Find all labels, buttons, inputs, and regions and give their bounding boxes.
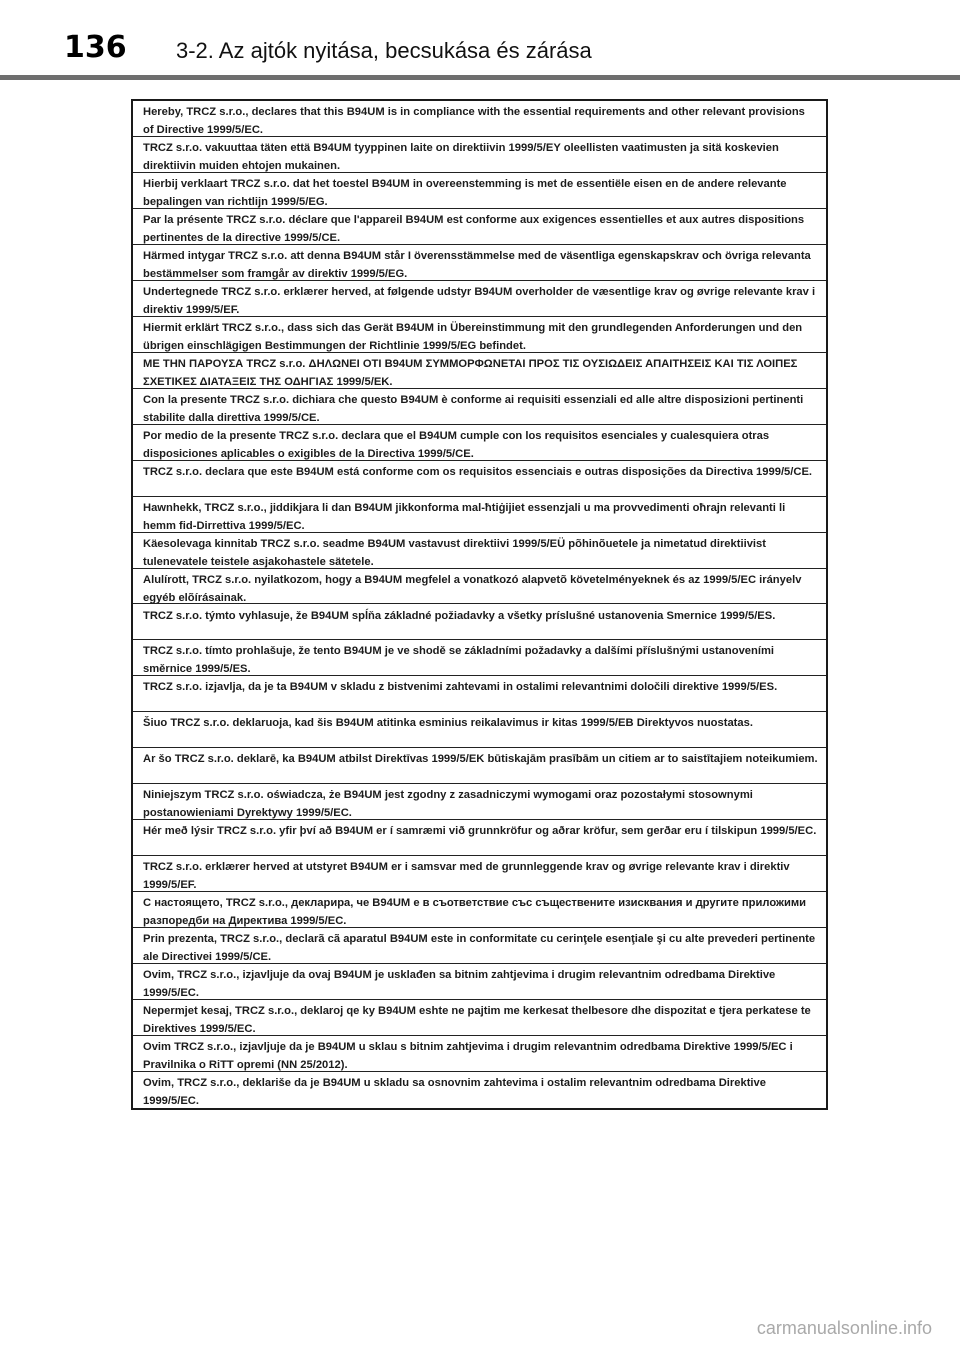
declaration-row: Alulírott, TRCZ s.r.o. nyilatkozom, hogy a B94UM megfelel a vonatkozó alapvetõ követelményeknek és az 1999/5/EC irányelv egyéb elõírásainak. [133,569,826,605]
watermark: carmanualsonline.info [756,1318,932,1338]
declaration-row: Par la présente TRCZ s.r.o. déclare que l'appareil B94UM est conforme aux exigences essentielles et aux autres dispositions pertinentes de la directive 1999/5/CE. [133,209,826,245]
declaration-row: Hér með lýsir TRCZ s.r.o. yfir því að B94UM er í samræmi við grunnkröfur og aðrar kröfur, sem gerðar eru í tilskipun 1999/5/EC. [133,820,826,856]
declaration-row: Prin prezenta, TRCZ s.r.o., declarã cã aparatul B94UM este in conformitate cu cerinţele esenţiale şi cu alte prevederi pertinente ale Directivei 1999/5/CE. [133,928,826,964]
declaration-row: Por medio de la presente TRCZ s.r.o. declara que el B94UM cumple con los requisitos esenciales y cualesquiera otras disposiciones aplicables o exigibles de la Directiva 1999/5/CE. [133,425,826,461]
declaration-row: Ovim TRCZ s.r.o., izjavljuje da je B94UM u sklau s bitnim zahtjevima i drugim relevantnim odredbama Direktive 1999/5/EC i Pravilnika o RiTT opremi (NN 25/2012). [133,1036,826,1072]
page-header [0,0,960,80]
declaration-row: ΜΕ ΤΗΝ ΠΑΡΟΥΣΑ TRCZ s.r.o. ΔΗΛΩΝΕΙ ΟΤΙ B94UM ΣΥΜΜΟΡΦΩΝΕΤΑΙ ΠΡΟΣ ΤΙΣ ΟΥΣΙΩΔΕΙΣ ΑΠΑΙΤΗΣΕΙΣ ΚΑΙ ΤΙΣ ΛΟΙΠΕΣ ΣΧΕΤΙΚΕΣ ΔΙΑΤΑΞΕΙΣ ΤΗΣ ΟΔΗΓΙΑΣ 1999/5/ΕΚ. [133,353,826,389]
declaration-row: Niniejszym TRCZ s.r.o. oświadcza, że B94UM jest zgodny z zasadniczymi wymogami oraz pozostałymi stosownymi postanowieniami Dyrektywy 1999/5/EC. [133,784,826,820]
declaration-row: Con la presente TRCZ s.r.o. dichiara che questo B94UM è conforme ai requisiti essenziali ed alle altre disposizioni pertinenti stabilite dalla direttiva 1999/5/CE. [133,389,826,425]
declaration-row: TRCZ s.r.o. declara que este B94UM está conforme com os requisitos essenciais e outras disposições da Directiva 1999/5/CE. [133,461,826,497]
declaration-row: TRCZ s.r.o. izjavlja, da je ta B94UM v skladu z bistvenimi zahtevami in ostalimi relevantnimi določili direktive 1999/5/ES. [133,676,826,712]
declaration-row: Härmed intygar TRCZ s.r.o. att denna B94UM står I överensstämmelse med de väsentliga egenskapskrav och övriga relevanta bestämmelser som framgår av direktiv 1999/5/EG. [133,245,826,281]
declaration-row: Ovim, TRCZ s.r.o., deklariše da je B94UM u skladu sa osnovnim zahtevima i ostalim relevantnim odredbama Direktive 1999/5/EC. [143,1077,766,1108]
declaration-row: TRCZ s.r.o. týmto vyhlasuje, že B94UM spĺňa základné požiadavky a všetky príslušné ustanovenia Smernice 1999/5/ES. [133,605,826,641]
declaration-row: Hiermit erklärt TRCZ s.r.o., dass sich das Gerät B94UM in Übereinstimmung mit den grundlegenden Anforderungen und den übrigen einschlägigen Bestimmungen der Richtlinie 1999/5/EG befindet. [133,317,826,353]
declaration-row: Käesolevaga kinnitab TRCZ s.r.o. seadme B94UM vastavust direktiivi 1999/5/EÜ põhinõuetele ja nimetatud direktiivist tulenevatele teistele asjakohastele sätetele. [133,533,826,569]
declaration-row: Undertegnede TRCZ s.r.o. erklærer herved, at følgende udstyr B94UM overholder de væsentlige krav og øvrige relevante krav i direktiv 1999/5/EF. [133,281,826,317]
declaration-row: TRCZ s.r.o. erklærer herved at utstyret B94UM er i samsvar med de grunnleggende krav og øvrige relevante krav i direktiv 1999/5/EF. [133,856,826,892]
declaration-row: TRCZ s.r.o. vakuuttaa täten että B94UM tyyppinen laite on direktiivin 1999/5/EY oleellisten vaatimusten ja sitä koskevien direktiivin muiden ehtojen mukainen. [133,137,826,173]
declaration-row: Hawnhekk, TRCZ s.r.o., jiddikjara li dan B94UM jikkonforma mal-ħtiġijiet essenzjali u ma provvedimenti oħrajn relevanti li hemm fid-Dirrettiva 1999/5/EC. [133,497,826,533]
declaration-row: Hierbij verklaart TRCZ s.r.o. dat het toestel B94UM in overeenstemming is met de essentiële eisen en de andere relevante bepalingen van richtlijn 1999/5/EG. [133,173,826,209]
declaration-row: TRCZ s.r.o. tímto prohlašuje, že tento B94UM je ve shodě se základními požadavky a dalšími příslušnými ustanoveními směrnice 1999/5/ES. [133,640,826,676]
declaration-row: Hereby, TRCZ s.r.o., declares that this B94UM is in compliance with the essential requirements and other relevant provisions of Directive 1999/5/EC. [133,101,826,137]
page-number: 136 [64,30,127,65]
declaration-table [131,99,828,1110]
declaration-row: Nepermjet kesaj, TRCZ s.r.o., deklaroj qe ky B94UM eshte ne pajtim me kerkesat thelbesore dhe dispozitat e tjera perkatese te Direktives 1999/5/EC. [133,1000,826,1036]
declaration-row: С настоящето, TRCZ s.r.o., декларира, че B94UM е в съответствие със съществените изисквания и другите приложими разпоредби на Директива 1999/5/ЕС. [133,892,826,928]
declaration-row: Ovim, TRCZ s.r.o., izjavljuje da ovaj B94UM je usklađen sa bitnim zahtjevima i drugim relevantnim odredbama Direktive 1999/5/EC. [133,964,826,1000]
header-rule [0,75,960,80]
declaration-row: Ar šo TRCZ s.r.o. deklarē, ka B94UM atbilst Direktīvas 1999/5/EK būtiskajām prasībām un citiem ar to saistītajiem noteikumiem. [133,748,826,784]
declaration-row: Šiuo TRCZ s.r.o. deklaruoja, kad šis B94UM atitinka esminius reikalavimus ir kitas 1999/5/EB Direktyvos nuostatas. [133,712,826,748]
chapter-title: 3-2. Az ajtók nyitása, becsukása és zárása [176,38,592,63]
